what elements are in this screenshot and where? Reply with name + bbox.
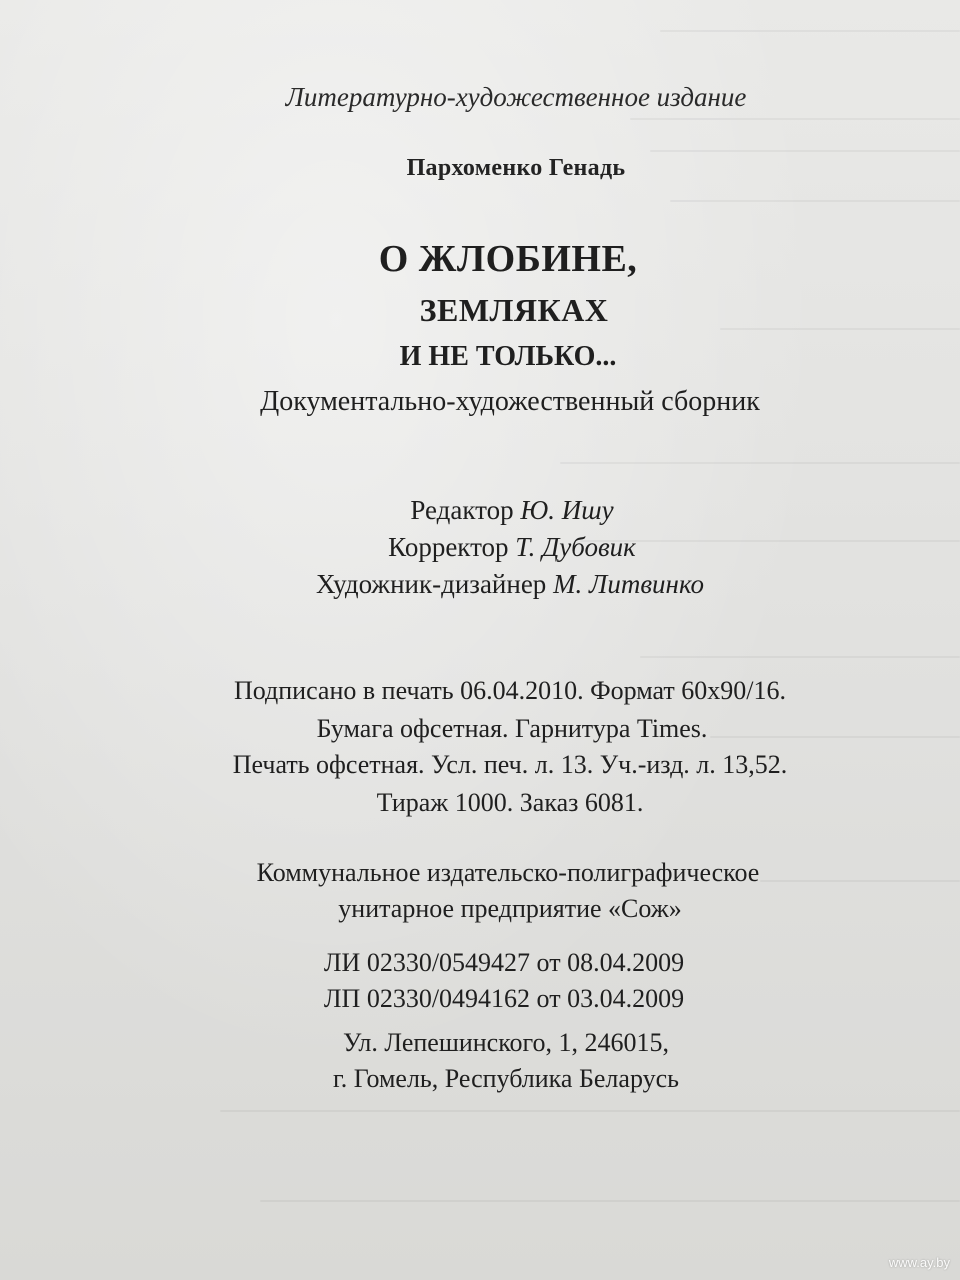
publisher-line-1: Коммунальное издательско-полиграфическое <box>256 858 760 887</box>
bleed-through-line <box>220 1110 960 1112</box>
author-name: Пархоменко Генадь <box>406 155 626 181</box>
address-line-1: Ул. Лепешинского, 1, 246015, <box>342 1028 670 1057</box>
license-line-2: ЛП 02330/0494162 от 03.04.2009 <box>323 984 685 1013</box>
credit-person: Ю. Ишу <box>520 495 614 525</box>
bleed-through-line <box>670 200 960 202</box>
credit-editor <box>32 497 960 524</box>
book-title-line-1: О ЖЛОБИНЕ, <box>378 238 638 280</box>
print-sheets-line: Печать офсетная. Усл. печ. л. 13. Уч.-изд. л. 13,52. <box>232 750 788 779</box>
bleed-through-line <box>720 328 960 330</box>
book-title-line-3: И НЕ ТОЛЬКО... <box>399 341 617 372</box>
publisher-line-2: унитарное предприятие «Сож» <box>338 894 682 923</box>
address-line-2: г. Гомель, Республика Беларусь <box>332 1064 679 1093</box>
bleed-through-line <box>660 30 960 32</box>
credit-person: Т. Дубовик <box>515 532 636 562</box>
credit-designer <box>30 571 960 598</box>
bleed-through-line <box>630 118 960 120</box>
bleed-through-line <box>560 462 960 464</box>
paper-typeface-line: Бумага офсетная. Гарнитура Times. <box>316 714 708 743</box>
bleed-through-line <box>640 656 960 658</box>
series-label: Литературно-художественное издание <box>285 82 747 112</box>
credit-person: М. Литвинко <box>553 569 705 599</box>
credit-role: Художник-дизайнер <box>315 569 547 599</box>
credit-role: Корректор <box>388 532 509 562</box>
print-run-line: Тираж 1000. Заказ 6081. <box>376 788 644 817</box>
bleed-through-line <box>650 150 960 152</box>
license-line-1: ЛИ 02330/0549427 от 08.04.2009 <box>323 948 685 977</box>
book-genre: Документально-художественный сборник <box>260 386 760 417</box>
print-signed-line: Подписано в печать 06.04.2010. Формат 60х90/16. <box>233 676 787 705</box>
site-watermark: www.ay.by <box>888 1255 950 1270</box>
credit-role: Редактор <box>410 495 514 525</box>
bleed-through-line <box>260 1200 960 1202</box>
book-title-line-2: ЗЕМЛЯКАХ <box>419 292 609 328</box>
credit-proofreader <box>32 534 960 561</box>
